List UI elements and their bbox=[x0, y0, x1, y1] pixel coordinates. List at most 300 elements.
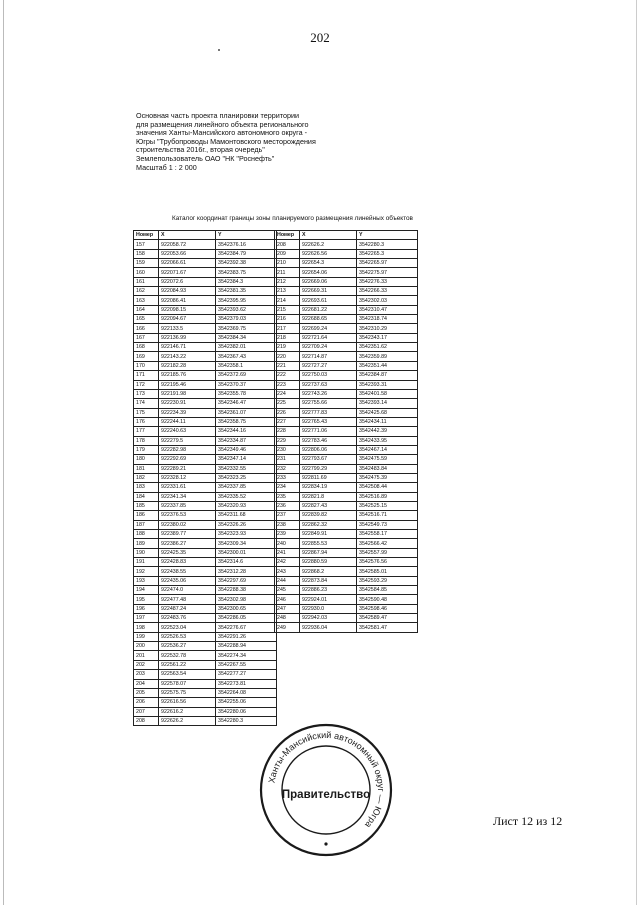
table-row bbox=[275, 473, 418, 482]
table-row bbox=[134, 287, 277, 296]
y-coordinate-cell: 3542425.68 bbox=[357, 408, 418, 417]
table-row bbox=[275, 511, 418, 520]
table-row bbox=[134, 259, 277, 268]
x-coordinate-cell: 922282.98 bbox=[159, 445, 216, 454]
column-header-number: Номер bbox=[275, 231, 300, 240]
point-number-cell: 208 bbox=[134, 716, 159, 725]
y-coordinate-cell: 3542393.31 bbox=[357, 380, 418, 389]
x-coordinate-cell: 922669.31 bbox=[300, 287, 357, 296]
point-number-cell: 248 bbox=[275, 614, 300, 623]
x-coordinate-cell: 922341.34 bbox=[159, 492, 216, 501]
point-number-cell: 225 bbox=[275, 399, 300, 408]
table-row bbox=[134, 716, 277, 725]
seal-ring-text: Ханты-Мансийский автономный округ — Югра bbox=[266, 729, 387, 830]
x-coordinate-cell: 922936.04 bbox=[300, 623, 357, 632]
table-row bbox=[275, 408, 418, 417]
table-row bbox=[275, 296, 418, 305]
table-row bbox=[134, 642, 277, 651]
y-coordinate-cell: 3542434.11 bbox=[357, 417, 418, 426]
y-coordinate-cell: 3542392.38 bbox=[216, 259, 277, 268]
table-row bbox=[134, 492, 277, 501]
table-row bbox=[275, 371, 418, 380]
y-coordinate-cell: 3542288.38 bbox=[216, 586, 277, 595]
x-coordinate-cell: 922669.06 bbox=[300, 277, 357, 286]
table-row bbox=[134, 473, 277, 482]
point-number-cell: 186 bbox=[134, 511, 159, 520]
table-row bbox=[134, 436, 277, 445]
point-number-cell: 232 bbox=[275, 464, 300, 473]
point-number-cell: 176 bbox=[134, 417, 159, 426]
table-row bbox=[275, 501, 418, 510]
table-row bbox=[134, 576, 277, 585]
point-number-cell: 228 bbox=[275, 427, 300, 436]
seal-star bbox=[324, 842, 327, 845]
y-coordinate-cell: 3542332.55 bbox=[216, 464, 277, 473]
y-coordinate-cell: 3542381.35 bbox=[216, 287, 277, 296]
point-number-cell: 189 bbox=[134, 539, 159, 548]
table-row bbox=[134, 595, 277, 604]
point-number-cell: 211 bbox=[275, 268, 300, 277]
table-row bbox=[134, 352, 277, 361]
y-coordinate-cell: 3542370.37 bbox=[216, 380, 277, 389]
point-number-cell: 216 bbox=[275, 315, 300, 324]
table-row bbox=[134, 249, 277, 258]
x-coordinate-cell: 922279.5 bbox=[159, 436, 216, 445]
table-row bbox=[275, 361, 418, 370]
point-number-cell: 185 bbox=[134, 501, 159, 510]
x-coordinate-cell: 922626.2 bbox=[300, 240, 357, 249]
x-coordinate-cell: 922146.71 bbox=[159, 343, 216, 352]
x-coordinate-cell: 922066.61 bbox=[159, 259, 216, 268]
point-number-cell: 242 bbox=[275, 558, 300, 567]
point-number-cell: 222 bbox=[275, 371, 300, 380]
y-coordinate-cell: 3542384.34 bbox=[216, 333, 277, 342]
x-coordinate-cell: 922743.26 bbox=[300, 389, 357, 398]
y-coordinate-cell: 3542372.69 bbox=[216, 371, 277, 380]
point-number-cell: 193 bbox=[134, 576, 159, 585]
x-coordinate-cell: 922084.93 bbox=[159, 287, 216, 296]
y-coordinate-cell: 3542393.14 bbox=[357, 399, 418, 408]
point-number-cell: 214 bbox=[275, 296, 300, 305]
header-line: для размещения линейного объекта регионального bbox=[136, 119, 309, 129]
point-number-cell: 219 bbox=[275, 343, 300, 352]
table-row bbox=[275, 604, 418, 613]
table-row bbox=[134, 324, 277, 333]
y-coordinate-cell: 3542326.26 bbox=[216, 520, 277, 529]
point-number-cell: 181 bbox=[134, 464, 159, 473]
table-row bbox=[134, 623, 277, 632]
y-coordinate-cell: 3542384.79 bbox=[216, 249, 277, 258]
x-coordinate-cell: 922626.56 bbox=[300, 249, 357, 258]
table-row bbox=[134, 688, 277, 697]
point-number-cell: 183 bbox=[134, 483, 159, 492]
point-number-cell: 221 bbox=[275, 361, 300, 370]
point-number-cell: 205 bbox=[134, 688, 159, 697]
table-row bbox=[134, 427, 277, 436]
point-number-cell: 223 bbox=[275, 380, 300, 389]
y-coordinate-cell: 3542291.26 bbox=[216, 632, 277, 641]
point-number-cell: 245 bbox=[275, 586, 300, 595]
scan-edge-right bbox=[636, 0, 637, 905]
y-coordinate-cell: 3542337.85 bbox=[216, 483, 277, 492]
y-coordinate-cell: 3542335.52 bbox=[216, 492, 277, 501]
table-row bbox=[275, 315, 418, 324]
table-row bbox=[275, 576, 418, 585]
point-number-cell: 158 bbox=[134, 249, 159, 258]
x-coordinate-cell: 922474.0 bbox=[159, 586, 216, 595]
column-header-y: Y bbox=[357, 231, 418, 240]
y-coordinate-cell: 3542286.05 bbox=[216, 614, 277, 623]
y-coordinate-cell: 3542334.87 bbox=[216, 436, 277, 445]
y-coordinate-cell: 3542589.47 bbox=[357, 614, 418, 623]
x-coordinate-cell: 922053.66 bbox=[159, 249, 216, 258]
x-coordinate-cell: 922435.06 bbox=[159, 576, 216, 585]
table-row bbox=[134, 417, 277, 426]
y-coordinate-cell: 3542265.97 bbox=[357, 259, 418, 268]
y-coordinate-cell: 3542508.44 bbox=[357, 483, 418, 492]
y-coordinate-cell: 3542376.16 bbox=[216, 240, 277, 249]
y-coordinate-cell: 3542361.07 bbox=[216, 408, 277, 417]
x-coordinate-cell: 922438.55 bbox=[159, 567, 216, 576]
x-coordinate-cell: 922098.15 bbox=[159, 305, 216, 314]
table-row bbox=[275, 483, 418, 492]
x-coordinate-cell: 922765.43 bbox=[300, 417, 357, 426]
y-coordinate-cell: 3542585.01 bbox=[357, 567, 418, 576]
y-coordinate-cell: 3542483.84 bbox=[357, 464, 418, 473]
y-coordinate-cell: 3542367.43 bbox=[216, 352, 277, 361]
table-row bbox=[275, 455, 418, 464]
government-seal-stamp bbox=[258, 722, 394, 858]
y-coordinate-cell: 3542581.47 bbox=[357, 623, 418, 632]
table-row bbox=[275, 586, 418, 595]
table-row bbox=[134, 483, 277, 492]
point-number-cell: 239 bbox=[275, 530, 300, 539]
point-number-cell: 191 bbox=[134, 558, 159, 567]
y-coordinate-cell: 3542310.47 bbox=[357, 305, 418, 314]
y-coordinate-cell: 3542401.58 bbox=[357, 389, 418, 398]
x-coordinate-cell: 922234.39 bbox=[159, 408, 216, 417]
x-coordinate-cell: 922487.24 bbox=[159, 604, 216, 613]
table-row bbox=[275, 389, 418, 398]
point-number-cell: 209 bbox=[275, 249, 300, 258]
x-coordinate-cell: 922867.94 bbox=[300, 548, 357, 557]
y-coordinate-cell: 3542382.01 bbox=[216, 343, 277, 352]
point-number-cell: 210 bbox=[275, 259, 300, 268]
table-row bbox=[134, 408, 277, 417]
table-row bbox=[275, 343, 418, 352]
y-coordinate-cell: 3542267.55 bbox=[216, 660, 277, 669]
table-row bbox=[275, 614, 418, 623]
point-number-cell: 201 bbox=[134, 651, 159, 660]
y-coordinate-cell: 3542275.97 bbox=[357, 268, 418, 277]
x-coordinate-cell: 922337.85 bbox=[159, 501, 216, 510]
point-number-cell: 160 bbox=[134, 268, 159, 277]
sheet-number-label: Лист 12 из 12 bbox=[493, 814, 563, 828]
y-coordinate-cell: 3542312.28 bbox=[216, 567, 277, 576]
x-coordinate-cell: 922886.23 bbox=[300, 586, 357, 595]
point-number-cell: 178 bbox=[134, 436, 159, 445]
x-coordinate-cell: 922143.22 bbox=[159, 352, 216, 361]
x-coordinate-cell: 922930.0 bbox=[300, 604, 357, 613]
y-coordinate-cell: 3542349.46 bbox=[216, 445, 277, 454]
table-row bbox=[134, 698, 277, 707]
point-number-cell: 241 bbox=[275, 548, 300, 557]
point-number-cell: 188 bbox=[134, 530, 159, 539]
y-coordinate-cell: 3542393.62 bbox=[216, 305, 277, 314]
point-number-cell: 182 bbox=[134, 473, 159, 482]
x-coordinate-cell: 922654.3 bbox=[300, 259, 357, 268]
table-row bbox=[134, 305, 277, 314]
point-number-cell: 177 bbox=[134, 427, 159, 436]
x-coordinate-cell: 922563.54 bbox=[159, 670, 216, 679]
y-coordinate-cell: 3542369.75 bbox=[216, 324, 277, 333]
catalog-title: Каталог координат границы зоны планируемого размещения линейных объектов bbox=[172, 215, 413, 222]
x-coordinate-cell: 922942.03 bbox=[300, 614, 357, 623]
x-coordinate-cell: 922654.06 bbox=[300, 268, 357, 277]
table-row bbox=[275, 530, 418, 539]
y-coordinate-cell: 3542266.33 bbox=[357, 287, 418, 296]
table-row bbox=[134, 511, 277, 520]
document-header bbox=[136, 112, 316, 172]
x-coordinate-cell: 922750.03 bbox=[300, 371, 357, 380]
point-number-cell: 237 bbox=[275, 511, 300, 520]
x-coordinate-cell: 922849.91 bbox=[300, 530, 357, 539]
table-row bbox=[275, 623, 418, 632]
x-coordinate-cell: 922616.56 bbox=[159, 698, 216, 707]
x-coordinate-cell: 922806.06 bbox=[300, 445, 357, 454]
y-coordinate-cell: 3542355.78 bbox=[216, 389, 277, 398]
y-coordinate-cell: 3542276.33 bbox=[357, 277, 418, 286]
y-coordinate-cell: 3542265.3 bbox=[357, 249, 418, 258]
point-number-cell: 233 bbox=[275, 473, 300, 482]
table-row bbox=[275, 464, 418, 473]
table-row bbox=[134, 389, 277, 398]
y-coordinate-cell: 3542359.89 bbox=[357, 352, 418, 361]
x-coordinate-cell: 922771.06 bbox=[300, 427, 357, 436]
x-coordinate-cell: 922328.12 bbox=[159, 473, 216, 482]
x-coordinate-cell: 922862.32 bbox=[300, 520, 357, 529]
point-number-cell: 171 bbox=[134, 371, 159, 380]
x-coordinate-cell: 922924.01 bbox=[300, 595, 357, 604]
point-number-cell: 234 bbox=[275, 483, 300, 492]
x-coordinate-cell: 922182.28 bbox=[159, 361, 216, 370]
point-number-cell: 194 bbox=[134, 586, 159, 595]
point-number-cell: 170 bbox=[134, 361, 159, 370]
y-coordinate-cell: 3542351.44 bbox=[357, 361, 418, 370]
table-row bbox=[275, 427, 418, 436]
point-number-cell: 199 bbox=[134, 632, 159, 641]
x-coordinate-cell: 922094.67 bbox=[159, 315, 216, 324]
table-row bbox=[134, 670, 277, 679]
point-number-cell: 157 bbox=[134, 240, 159, 249]
table-row bbox=[134, 539, 277, 548]
table-row bbox=[134, 660, 277, 669]
x-coordinate-cell: 922389.77 bbox=[159, 530, 216, 539]
x-coordinate-cell: 922185.76 bbox=[159, 371, 216, 380]
x-coordinate-cell: 922386.27 bbox=[159, 539, 216, 548]
point-number-cell: 206 bbox=[134, 698, 159, 707]
y-coordinate-cell: 3542280.3 bbox=[357, 240, 418, 249]
point-number-cell: 192 bbox=[134, 567, 159, 576]
point-number-cell: 187 bbox=[134, 520, 159, 529]
table-row bbox=[275, 268, 418, 277]
y-coordinate-cell: 3542584.85 bbox=[357, 586, 418, 595]
x-coordinate-cell: 922688.65 bbox=[300, 315, 357, 324]
y-coordinate-cell: 3542344.16 bbox=[216, 427, 277, 436]
x-coordinate-cell: 922292.69 bbox=[159, 455, 216, 464]
y-coordinate-cell: 3542264.08 bbox=[216, 688, 277, 697]
point-number-cell: 249 bbox=[275, 623, 300, 632]
point-number-cell: 240 bbox=[275, 539, 300, 548]
table-row bbox=[134, 343, 277, 352]
y-coordinate-cell: 3542576.56 bbox=[357, 558, 418, 567]
table-row bbox=[134, 567, 277, 576]
point-number-cell: 200 bbox=[134, 642, 159, 651]
x-coordinate-cell: 922191.98 bbox=[159, 389, 216, 398]
y-coordinate-cell: 3542288.94 bbox=[216, 642, 277, 651]
point-number-cell: 212 bbox=[275, 277, 300, 286]
y-coordinate-cell: 3542280.3 bbox=[216, 716, 277, 725]
x-coordinate-cell: 922793.67 bbox=[300, 455, 357, 464]
x-coordinate-cell: 922230.91 bbox=[159, 399, 216, 408]
y-coordinate-cell: 3542346.47 bbox=[216, 399, 277, 408]
header-line: Основная часть проекта планировки территории bbox=[136, 111, 299, 120]
point-number-cell: 244 bbox=[275, 576, 300, 585]
table-row bbox=[134, 455, 277, 464]
point-number-cell: 218 bbox=[275, 333, 300, 342]
y-coordinate-cell: 3542384.87 bbox=[357, 371, 418, 380]
point-number-cell: 196 bbox=[134, 604, 159, 613]
table-row bbox=[134, 371, 277, 380]
table-row bbox=[134, 707, 277, 716]
y-coordinate-cell: 3542273.81 bbox=[216, 679, 277, 688]
y-coordinate-cell: 3542351.62 bbox=[357, 343, 418, 352]
x-coordinate-cell: 922483.76 bbox=[159, 614, 216, 623]
point-number-cell: 202 bbox=[134, 660, 159, 669]
x-coordinate-cell: 922626.2 bbox=[159, 716, 216, 725]
point-number-cell: 208 bbox=[275, 240, 300, 249]
y-coordinate-cell: 3542343.17 bbox=[357, 333, 418, 342]
y-coordinate-cell: 3542300.65 bbox=[216, 604, 277, 613]
x-coordinate-cell: 922839.82 bbox=[300, 511, 357, 520]
x-coordinate-cell: 922477.48 bbox=[159, 595, 216, 604]
y-coordinate-cell: 3542297.69 bbox=[216, 576, 277, 585]
x-coordinate-cell: 922071.67 bbox=[159, 268, 216, 277]
table-row bbox=[275, 436, 418, 445]
point-number-cell: 173 bbox=[134, 389, 159, 398]
x-coordinate-cell: 922536.27 bbox=[159, 642, 216, 651]
y-coordinate-cell: 3542309.34 bbox=[216, 539, 277, 548]
y-coordinate-cell: 3542475.39 bbox=[357, 473, 418, 482]
y-coordinate-cell: 3542467.14 bbox=[357, 445, 418, 454]
table-row bbox=[275, 399, 418, 408]
point-number-cell: 168 bbox=[134, 343, 159, 352]
x-coordinate-cell: 922086.41 bbox=[159, 296, 216, 305]
table-row bbox=[275, 240, 418, 249]
point-number-cell: 227 bbox=[275, 417, 300, 426]
header-line: Землепользователь ОАО "НК "Роснефть" bbox=[136, 153, 275, 163]
x-coordinate-cell: 922714.87 bbox=[300, 352, 357, 361]
table-row bbox=[275, 595, 418, 604]
x-coordinate-cell: 922880.59 bbox=[300, 558, 357, 567]
header-line: Югры "Трубопроводы Мамонтовского месторождения bbox=[136, 136, 316, 146]
point-number-cell: 174 bbox=[134, 399, 159, 408]
point-number-cell: 180 bbox=[134, 455, 159, 464]
table-row bbox=[275, 567, 418, 576]
point-number-cell: 190 bbox=[134, 548, 159, 557]
scan-dot bbox=[218, 49, 220, 51]
x-coordinate-cell: 922058.72 bbox=[159, 240, 216, 249]
y-coordinate-cell: 3542277.27 bbox=[216, 670, 277, 679]
x-coordinate-cell: 922783.46 bbox=[300, 436, 357, 445]
x-coordinate-cell: 922873.84 bbox=[300, 576, 357, 585]
x-coordinate-cell: 922331.61 bbox=[159, 483, 216, 492]
table-row bbox=[275, 305, 418, 314]
header-line: строительства 2016г., вторая очередь" bbox=[136, 145, 265, 155]
x-coordinate-cell: 922578.07 bbox=[159, 679, 216, 688]
x-coordinate-cell: 922072.6 bbox=[159, 277, 216, 286]
table-header-row bbox=[134, 231, 277, 240]
y-coordinate-cell: 3542558.17 bbox=[357, 530, 418, 539]
point-number-cell: 162 bbox=[134, 287, 159, 296]
x-coordinate-cell: 922827.43 bbox=[300, 501, 357, 510]
point-number-cell: 231 bbox=[275, 455, 300, 464]
x-coordinate-cell: 922575.75 bbox=[159, 688, 216, 697]
point-number-cell: 215 bbox=[275, 305, 300, 314]
x-coordinate-cell: 922811.69 bbox=[300, 473, 357, 482]
point-number-cell: 207 bbox=[134, 707, 159, 716]
point-number-cell: 246 bbox=[275, 595, 300, 604]
y-coordinate-cell: 3542516.89 bbox=[357, 492, 418, 501]
table-row bbox=[275, 539, 418, 548]
table-row bbox=[134, 604, 277, 613]
table-row bbox=[275, 277, 418, 286]
y-coordinate-cell: 3542593.29 bbox=[357, 576, 418, 585]
table-row bbox=[134, 501, 277, 510]
point-number-cell: 236 bbox=[275, 501, 300, 510]
table-row bbox=[275, 492, 418, 501]
scan-edge-left bbox=[3, 0, 4, 905]
x-coordinate-cell: 922699.24 bbox=[300, 324, 357, 333]
y-coordinate-cell: 3542433.95 bbox=[357, 436, 418, 445]
y-coordinate-cell: 3542598.46 bbox=[357, 604, 418, 613]
y-coordinate-cell: 3542300.01 bbox=[216, 548, 277, 557]
y-coordinate-cell: 3542395.95 bbox=[216, 296, 277, 305]
x-coordinate-cell: 922693.61 bbox=[300, 296, 357, 305]
x-coordinate-cell: 922532.78 bbox=[159, 651, 216, 660]
point-number-cell: 203 bbox=[134, 670, 159, 679]
table-row bbox=[275, 380, 418, 389]
table-row bbox=[275, 548, 418, 557]
point-number-cell: 175 bbox=[134, 408, 159, 417]
table-row bbox=[275, 352, 418, 361]
y-coordinate-cell: 3542358.1 bbox=[216, 361, 277, 370]
x-coordinate-cell: 922755.66 bbox=[300, 399, 357, 408]
point-number-cell: 235 bbox=[275, 492, 300, 501]
x-coordinate-cell: 922855.53 bbox=[300, 539, 357, 548]
table-row bbox=[134, 586, 277, 595]
y-coordinate-cell: 3542516.71 bbox=[357, 511, 418, 520]
column-header-x: X bbox=[159, 231, 216, 240]
y-coordinate-cell: 3542549.73 bbox=[357, 520, 418, 529]
y-coordinate-cell: 3542274.34 bbox=[216, 651, 277, 660]
table-row bbox=[134, 268, 277, 277]
x-coordinate-cell: 922616.2 bbox=[159, 707, 216, 716]
y-coordinate-cell: 3542276.67 bbox=[216, 623, 277, 632]
table-row bbox=[134, 530, 277, 539]
x-coordinate-cell: 922136.99 bbox=[159, 333, 216, 342]
column-header-y: Y bbox=[216, 231, 277, 240]
